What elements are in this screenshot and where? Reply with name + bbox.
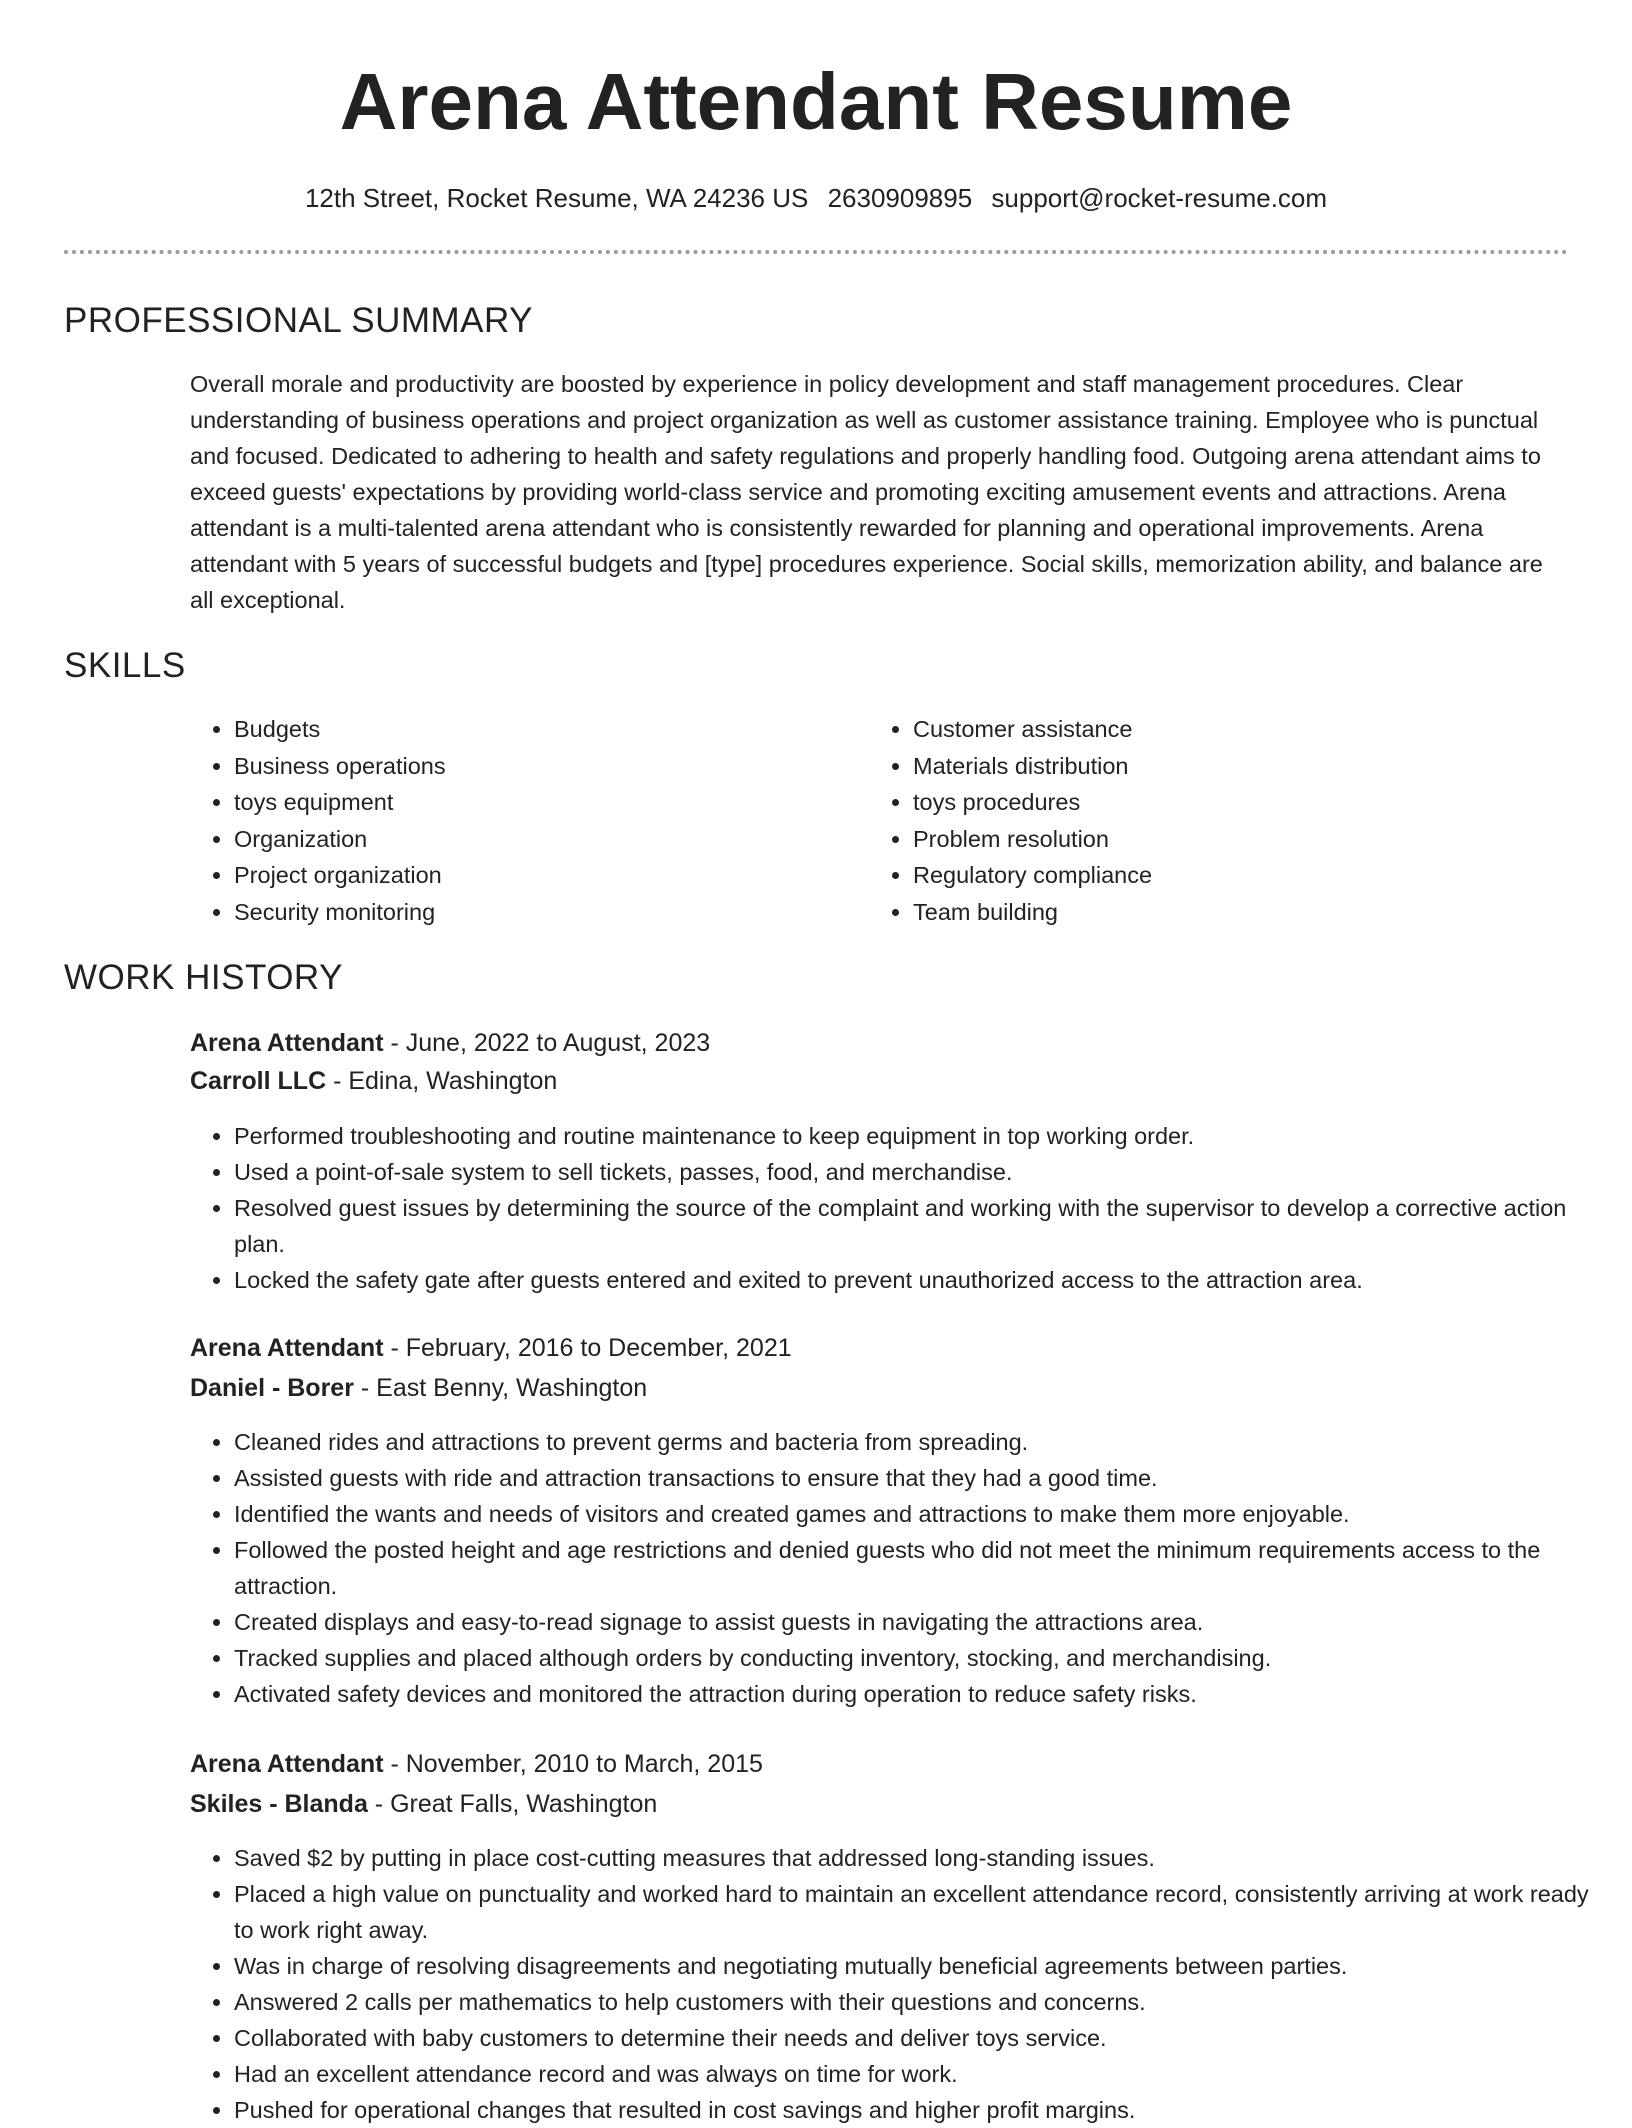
- skill-item: • Budgets: [234, 711, 854, 748]
- job-company-line: [190, 1063, 557, 1099]
- job-title: Arena Attendant: [190, 1029, 384, 1057]
- skill-item: • Customer assistance: [913, 711, 1533, 748]
- job-dates: - February, 2016 to December, 2021: [383, 1334, 792, 1362]
- job-title: Arena Attendant: [190, 1750, 384, 1778]
- job-duty: • Followed the posted height and age restrictions and denied guests who did not meet the minimum requirements access to the attraction.: [234, 1532, 1604, 1604]
- contact-info: [0, 180, 1632, 216]
- job-location: - Great Falls, Washington: [367, 1790, 658, 1818]
- job-duty: • Locked the safety gate after guests entered and exited to prevent unauthorized access to the attraction area.: [234, 1262, 1604, 1298]
- work-history-heading: WORK HISTORY: [64, 958, 343, 997]
- skill-item: • Regulatory compliance: [913, 857, 1533, 894]
- skill-item: • Organization: [234, 821, 854, 858]
- skill-item: • toys procedures: [913, 784, 1533, 821]
- job-duty: • Assisted guests with ride and attraction transactions to ensure that they had a good time.: [234, 1460, 1604, 1496]
- header-divider: [64, 250, 1568, 254]
- job-location: - Edina, Washington: [326, 1067, 558, 1095]
- skills-heading: SKILLS: [64, 646, 186, 685]
- job-dates: - November, 2010 to March, 2015: [383, 1750, 763, 1778]
- job-duty: • Resolved guest issues by determining the source of the complaint and working with the supervisor to develop a corrective action plan.: [234, 1190, 1604, 1262]
- job-company: Carroll LLC: [190, 1067, 327, 1095]
- skills-list-right: [869, 711, 1533, 930]
- job-company: Daniel - Borer: [190, 1374, 354, 1402]
- job-company-line: [190, 1786, 657, 1822]
- job-duty: • Cleaned rides and attractions to prevent germs and bacteria from spreading.: [234, 1424, 1604, 1460]
- skills-list-left: [190, 711, 854, 930]
- job-title-line: [190, 1025, 710, 1061]
- job-duties-list: [190, 1424, 1604, 1712]
- job-title-line: [190, 1330, 792, 1366]
- job-duty: • Had an excellent attendance record and was always on time for work.: [234, 2056, 1604, 2092]
- job-duty: • Activated safety devices and monitored the attraction during operation to reduce safety risks.: [234, 1676, 1604, 1712]
- skill-item: • Materials distribution: [913, 748, 1533, 785]
- job-company: Skiles - Blanda: [190, 1790, 368, 1818]
- job-duty: • Saved $2 by putting in place cost-cutting measures that addressed long-standing issues.: [234, 1840, 1604, 1876]
- job-duty: • Used a point-of-sale system to sell tickets, passes, food, and merchandise.: [234, 1154, 1604, 1190]
- job-duties-list: [190, 1840, 1604, 2128]
- skill-item: • Business operations: [234, 748, 854, 785]
- skill-item: • Problem resolution: [913, 821, 1533, 858]
- job-duty: • Answered 2 calls per mathematics to help customers with their questions and concerns.: [234, 1984, 1604, 2020]
- contact-email: support@rocket-resume.com: [991, 183, 1328, 213]
- skill-item: • Project organization: [234, 857, 854, 894]
- contact-address: 12th Street, Rocket Resume, WA 24236 US: [304, 183, 809, 213]
- contact-phone: 2630909895: [827, 183, 973, 213]
- job-title: Arena Attendant: [190, 1334, 384, 1362]
- skill-item: • toys equipment: [234, 784, 854, 821]
- job-duty: • Tracked supplies and placed although orders by conducting inventory, stocking, and merchandising.: [234, 1640, 1604, 1676]
- job-duty: • Identified the wants and needs of visitors and created games and attractions to make them more enjoyable.: [234, 1496, 1604, 1532]
- job-duties-list: [190, 1118, 1604, 1298]
- job-duty: • Created displays and easy-to-read signage to assist guests in navigating the attractions area.: [234, 1604, 1604, 1640]
- job-duty: • Was in charge of resolving disagreements and negotiating mutually beneficial agreements between parties.: [234, 1948, 1604, 1984]
- skill-item: • Security monitoring: [234, 894, 854, 931]
- summary-text: Overall morale and productivity are boosted by experience in policy development and staff management procedures. Clear understanding of business operations and project organization as well as customer assistance training. Employee who is punctual and focused. Dedicated to adhering to health and safety regulations and properly handling food. Outgoing arena attendant aims to exceed guests' expectations by providing world-class service and promoting exciting amusement events and attractions. Arena attendant is a multi-talented arena attendant who is consistently rewarded for planning and operational improvements. Arena attendant with 5 years of successful budgets and [type] procedures experience. Social skills, memorization ability, and balance are all exceptional.: [190, 371, 1543, 613]
- job-duty: • Collaborated with baby customers to determine their needs and deliver toys service.: [234, 2020, 1604, 2056]
- job-dates: - June, 2022 to August, 2023: [383, 1029, 711, 1057]
- job-title-line: [190, 1746, 763, 1782]
- skill-item: • Team building: [913, 894, 1533, 931]
- job-company-line: [190, 1370, 647, 1406]
- job-location: - East Benny, Washington: [353, 1374, 648, 1402]
- summary-heading: PROFESSIONAL SUMMARY: [64, 301, 533, 340]
- job-duty: • Performed troubleshooting and routine maintenance to keep equipment in top working order.: [234, 1118, 1604, 1154]
- job-duty: • Placed a high value on punctuality and worked hard to maintain an excellent attendance record, consistently arriving at work ready to work right away.: [234, 1876, 1604, 1948]
- job-duty: • Pushed for operational changes that resulted in cost savings and higher profit margins.: [234, 2092, 1604, 2128]
- resume-title: Arena Attendant Resume: [339, 57, 1293, 146]
